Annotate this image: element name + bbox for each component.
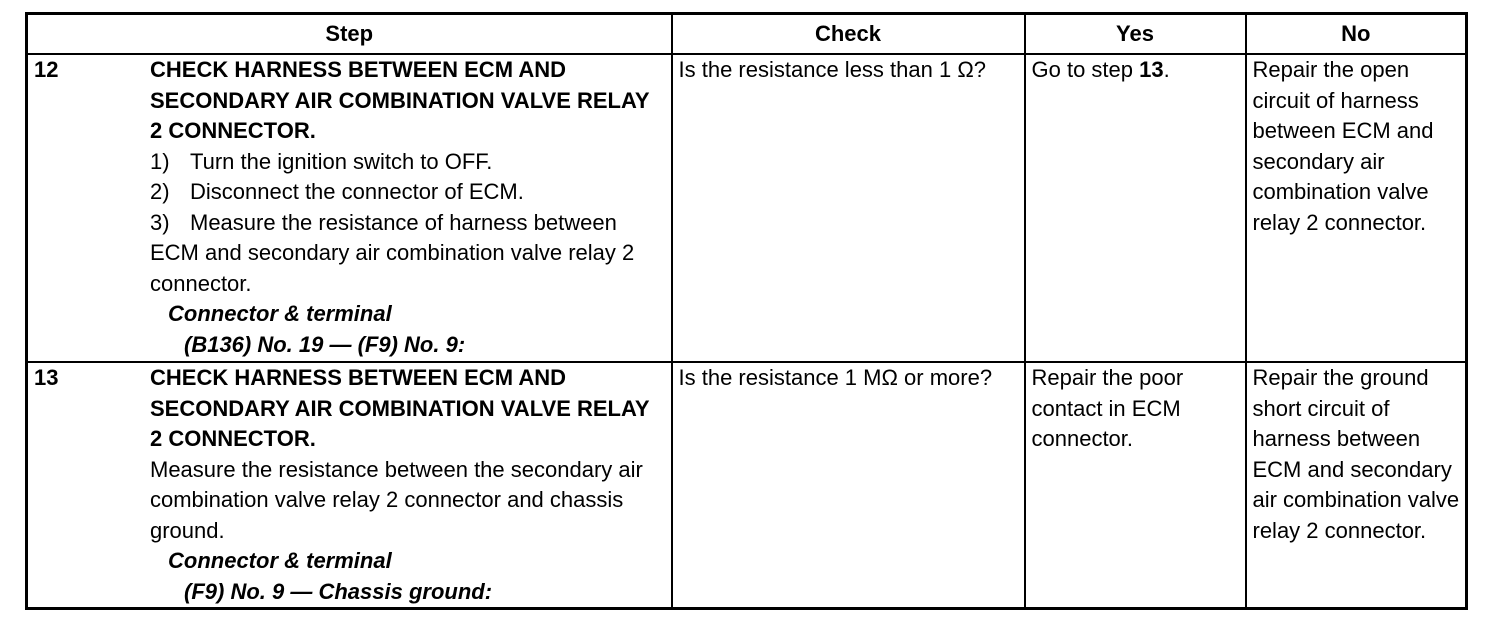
step-number: 13 [34, 365, 59, 390]
procedure-text: Measure the resistance between the secondary air combination valve relay 2 connector and chassis ground. [150, 456, 643, 543]
no-cell: Repair the ground short circuit of harness between ECM and secondary air combination valve relay 2 connector. [1246, 362, 1467, 609]
header-no: No [1246, 14, 1467, 55]
procedure-item: 1) Turn the ignition switch to OFF. [150, 148, 493, 174]
step-title: CHECK HARNESS BETWEEN ECM AND SECONDARY AIR COMBINATION VALVE RELAY 2 CONNECTOR. [150, 57, 650, 143]
check-cell: Is the resistance 1 MΩ or more? [672, 362, 1025, 609]
header-step: Step [27, 14, 672, 55]
procedure-item: 3) Measure the resistance of harness between ECM and secondary air combination valve relay 2 connector. [150, 209, 635, 296]
step-link: 13 [1139, 57, 1164, 82]
table-row [27, 362, 1467, 609]
check-cell: Is the resistance less than 1 Ω? [672, 54, 1025, 362]
step-cell [27, 362, 672, 609]
header-yes: Yes [1025, 14, 1246, 55]
no-cell: Repair the open circuit of harness between ECM and secondary air combination valve relay 2 connector. [1246, 54, 1467, 362]
header-row [27, 14, 1467, 55]
procedure-item: 2) Disconnect the connector of ECM. [150, 179, 524, 204]
table-row [27, 54, 1467, 362]
step-number: 12 [34, 57, 59, 82]
yes-cell: Repair the poor contact in ECM connector. [1025, 362, 1246, 609]
header-check: Check [672, 14, 1025, 55]
connector-label: Connector & terminal [168, 301, 392, 326]
yes-cell: Go to step 13. [1025, 54, 1246, 362]
step-title: CHECK HARNESS BETWEEN ECM AND SECONDARY AIR COMBINATION VALVE RELAY 2 CONNECTOR. [150, 365, 650, 451]
connector-value: (B136) No. 19 — (F9) No. 9: [184, 331, 466, 357]
diagnostic-table [25, 12, 1468, 610]
connector-label: Connector & terminal [168, 548, 392, 573]
connector-value: (F9) No. 9 — Chassis ground: [184, 578, 493, 604]
step-cell [27, 54, 672, 362]
